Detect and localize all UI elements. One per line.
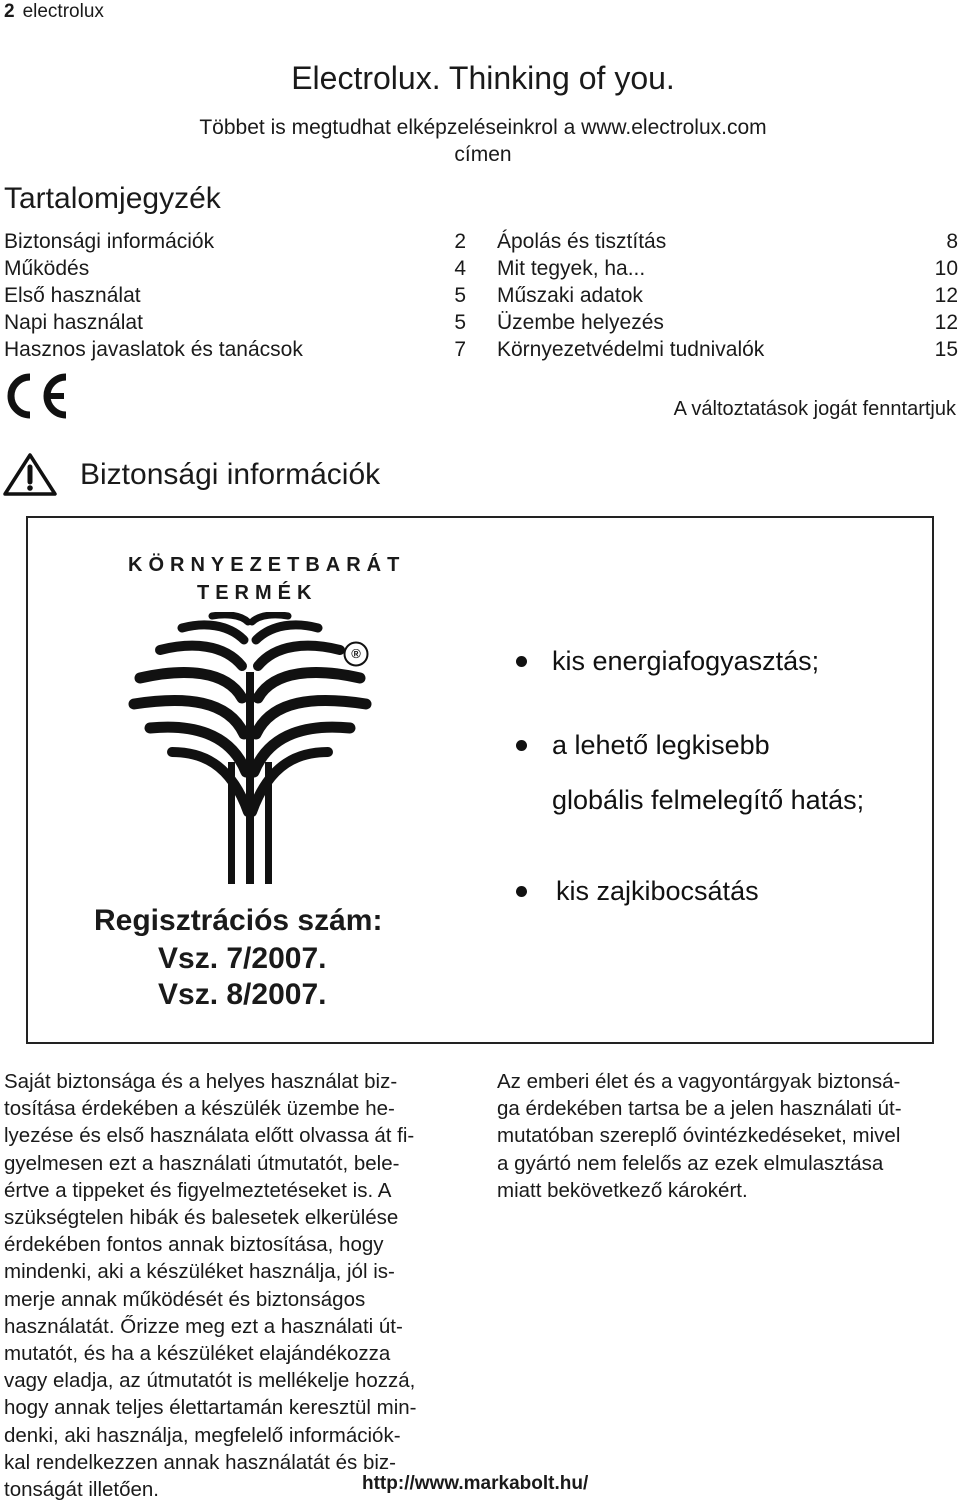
toc-entry[interactable] [497,282,958,309]
body-text-line: tonságát illetően. [4,1478,160,1502]
more-info [0,114,960,168]
body-text-line: ga érdekében tartsa be a jelen használati út- [497,1097,902,1121]
body-text-line: szükségtelen hibák és balesetek elkerülése [4,1206,399,1230]
toc-entry-label: Műszaki adatok [497,284,643,307]
toc-entry[interactable] [4,309,466,336]
toc-entry-page: 12 [934,284,958,307]
toc-right-column [497,228,958,363]
toc-entry-page: 7 [454,338,466,361]
toc-entry-label: Üzembe helyezés [497,311,664,334]
section-title: Biztonsági információk [80,458,381,491]
toc-entry[interactable] [4,336,466,363]
toc-entry[interactable] [497,336,958,363]
toc-title: Tartalomjegyzék [4,182,221,215]
ce-mark-icon [4,372,68,425]
body-text-line: kal rendelkezzen annak használatát és biz- [4,1450,397,1474]
page-header [4,0,104,24]
registration-number-1: Vsz. 7/2007. [158,942,327,975]
body-text-line: vagy eladja, az útmutatót is mellékelje hozzá, [4,1369,416,1393]
footer-url-link[interactable]: http://www.markabolt.hu/ [362,1473,589,1494]
body-text-line: mutatóban szereplő óvintézkedéseket, mivel [497,1124,901,1148]
toc-entry-page: 15 [934,338,958,361]
eco-heading-2: TERMÉK [197,582,318,604]
toc-entry-label: Mit tegyek, ha... [497,257,646,280]
body-text-left [4,1068,474,1503]
toc-entry-label: Napi használat [4,311,143,334]
toc-entry[interactable] [4,255,466,282]
toc-entry-page: 4 [454,257,466,280]
rights-notice: A változtatások jogát fenntartjuk [673,398,956,420]
registration-number-2: Vsz. 8/2007. [158,978,327,1011]
toc-entry-page: 5 [454,311,466,334]
toc-entry-label: Környezetvédelmi tudnivalók [497,338,765,361]
page-number: 2 [4,1,15,22]
toc-entry[interactable] [4,228,466,255]
registered-mark-icon [343,641,369,672]
body-text-line: érdekében fontos annak biztosítása, hogy [4,1233,384,1257]
body-text-line: gyelmesen ezt a használati útmutatót, bele- [4,1151,400,1175]
warning-triangle-icon [2,451,58,502]
toc-entry-page: 2 [454,230,466,253]
toc-entry-label: Hasznos javaslatok és tanácsok [4,338,303,361]
body-text-line: mindenki, aki a készüléket használja, jól is- [4,1260,395,1284]
toc-entry-page: 12 [934,311,958,334]
eco-bullet-1: kis energiafogyasztás; [552,646,820,676]
toc-entry[interactable] [4,282,466,309]
toc-entry-label: Ápolás és tisztítás [497,230,667,253]
registered-mark-text: ® [351,646,361,661]
bullet-dot [516,740,527,751]
body-text-line: tosítása érdekében a készülék üzembe he- [4,1097,395,1121]
body-text-line: mutatót, és ha a készüléket elajándékozza [4,1342,391,1366]
toc-entry-label: Működés [4,257,90,280]
body-text-line: Az emberi élet és a vagyontárgyak biztonsá- [497,1070,901,1093]
tree-logo-icon [120,612,380,887]
body-text-line: lyezése és első használata előtt olvassa át fi- [4,1124,415,1148]
more-info-line-1: Többet is megtudhat elképzeléseinkrol a www.electrolux.com [199,116,767,139]
toc-entry-label: Biztonsági információk [4,230,215,253]
body-text-line: használatát. Őrizze meg ezt a használati út- [4,1314,403,1338]
body-text-line: denki, aki használja, megfelelő információk- [4,1423,401,1447]
body-text-line: Saját biztonsága és a helyes használat biz- [4,1070,398,1093]
body-text-line: a gyártó nem felelős az ezek elmulasztása [497,1151,884,1175]
eco-bullet-2-continued: globális felmelegítő hatás; [552,785,865,815]
body-text-line: értve a tippeket és figyelmeztetéseket is. A [4,1178,392,1202]
toc-entry[interactable] [497,309,958,336]
eco-bullet-2: a lehető legkisebb [552,730,770,760]
eco-heading-1: KÖRNYEZETBARÁT [128,554,406,576]
toc-entry[interactable] [497,255,958,282]
tagline: Electrolux. Thinking of you. [291,60,675,96]
toc-entry[interactable] [497,228,958,255]
body-text-line: hogy annak teljes élettartamán keresztül min- [4,1396,417,1420]
registration-label: Regisztrációs szám: [94,904,383,937]
body-text-line: merje annak működését és biztonságos [4,1287,366,1311]
body-text-right [497,1068,959,1204]
toc-entry-label: Első használat [4,284,141,307]
toc-left-column [4,228,466,363]
toc-entry-page: 5 [454,284,466,307]
bullet-dot [516,886,527,897]
toc-entry-page: 10 [934,257,958,280]
eco-bullet-3: kis zajkibocsátás [556,876,759,906]
more-info-line-2: címen [454,143,512,166]
bullet-dot [516,656,527,667]
brand-name: electrolux [22,1,104,22]
body-text-line: miatt bekövetkező károkért. [497,1178,748,1202]
toc-entry-page: 8 [946,230,958,253]
